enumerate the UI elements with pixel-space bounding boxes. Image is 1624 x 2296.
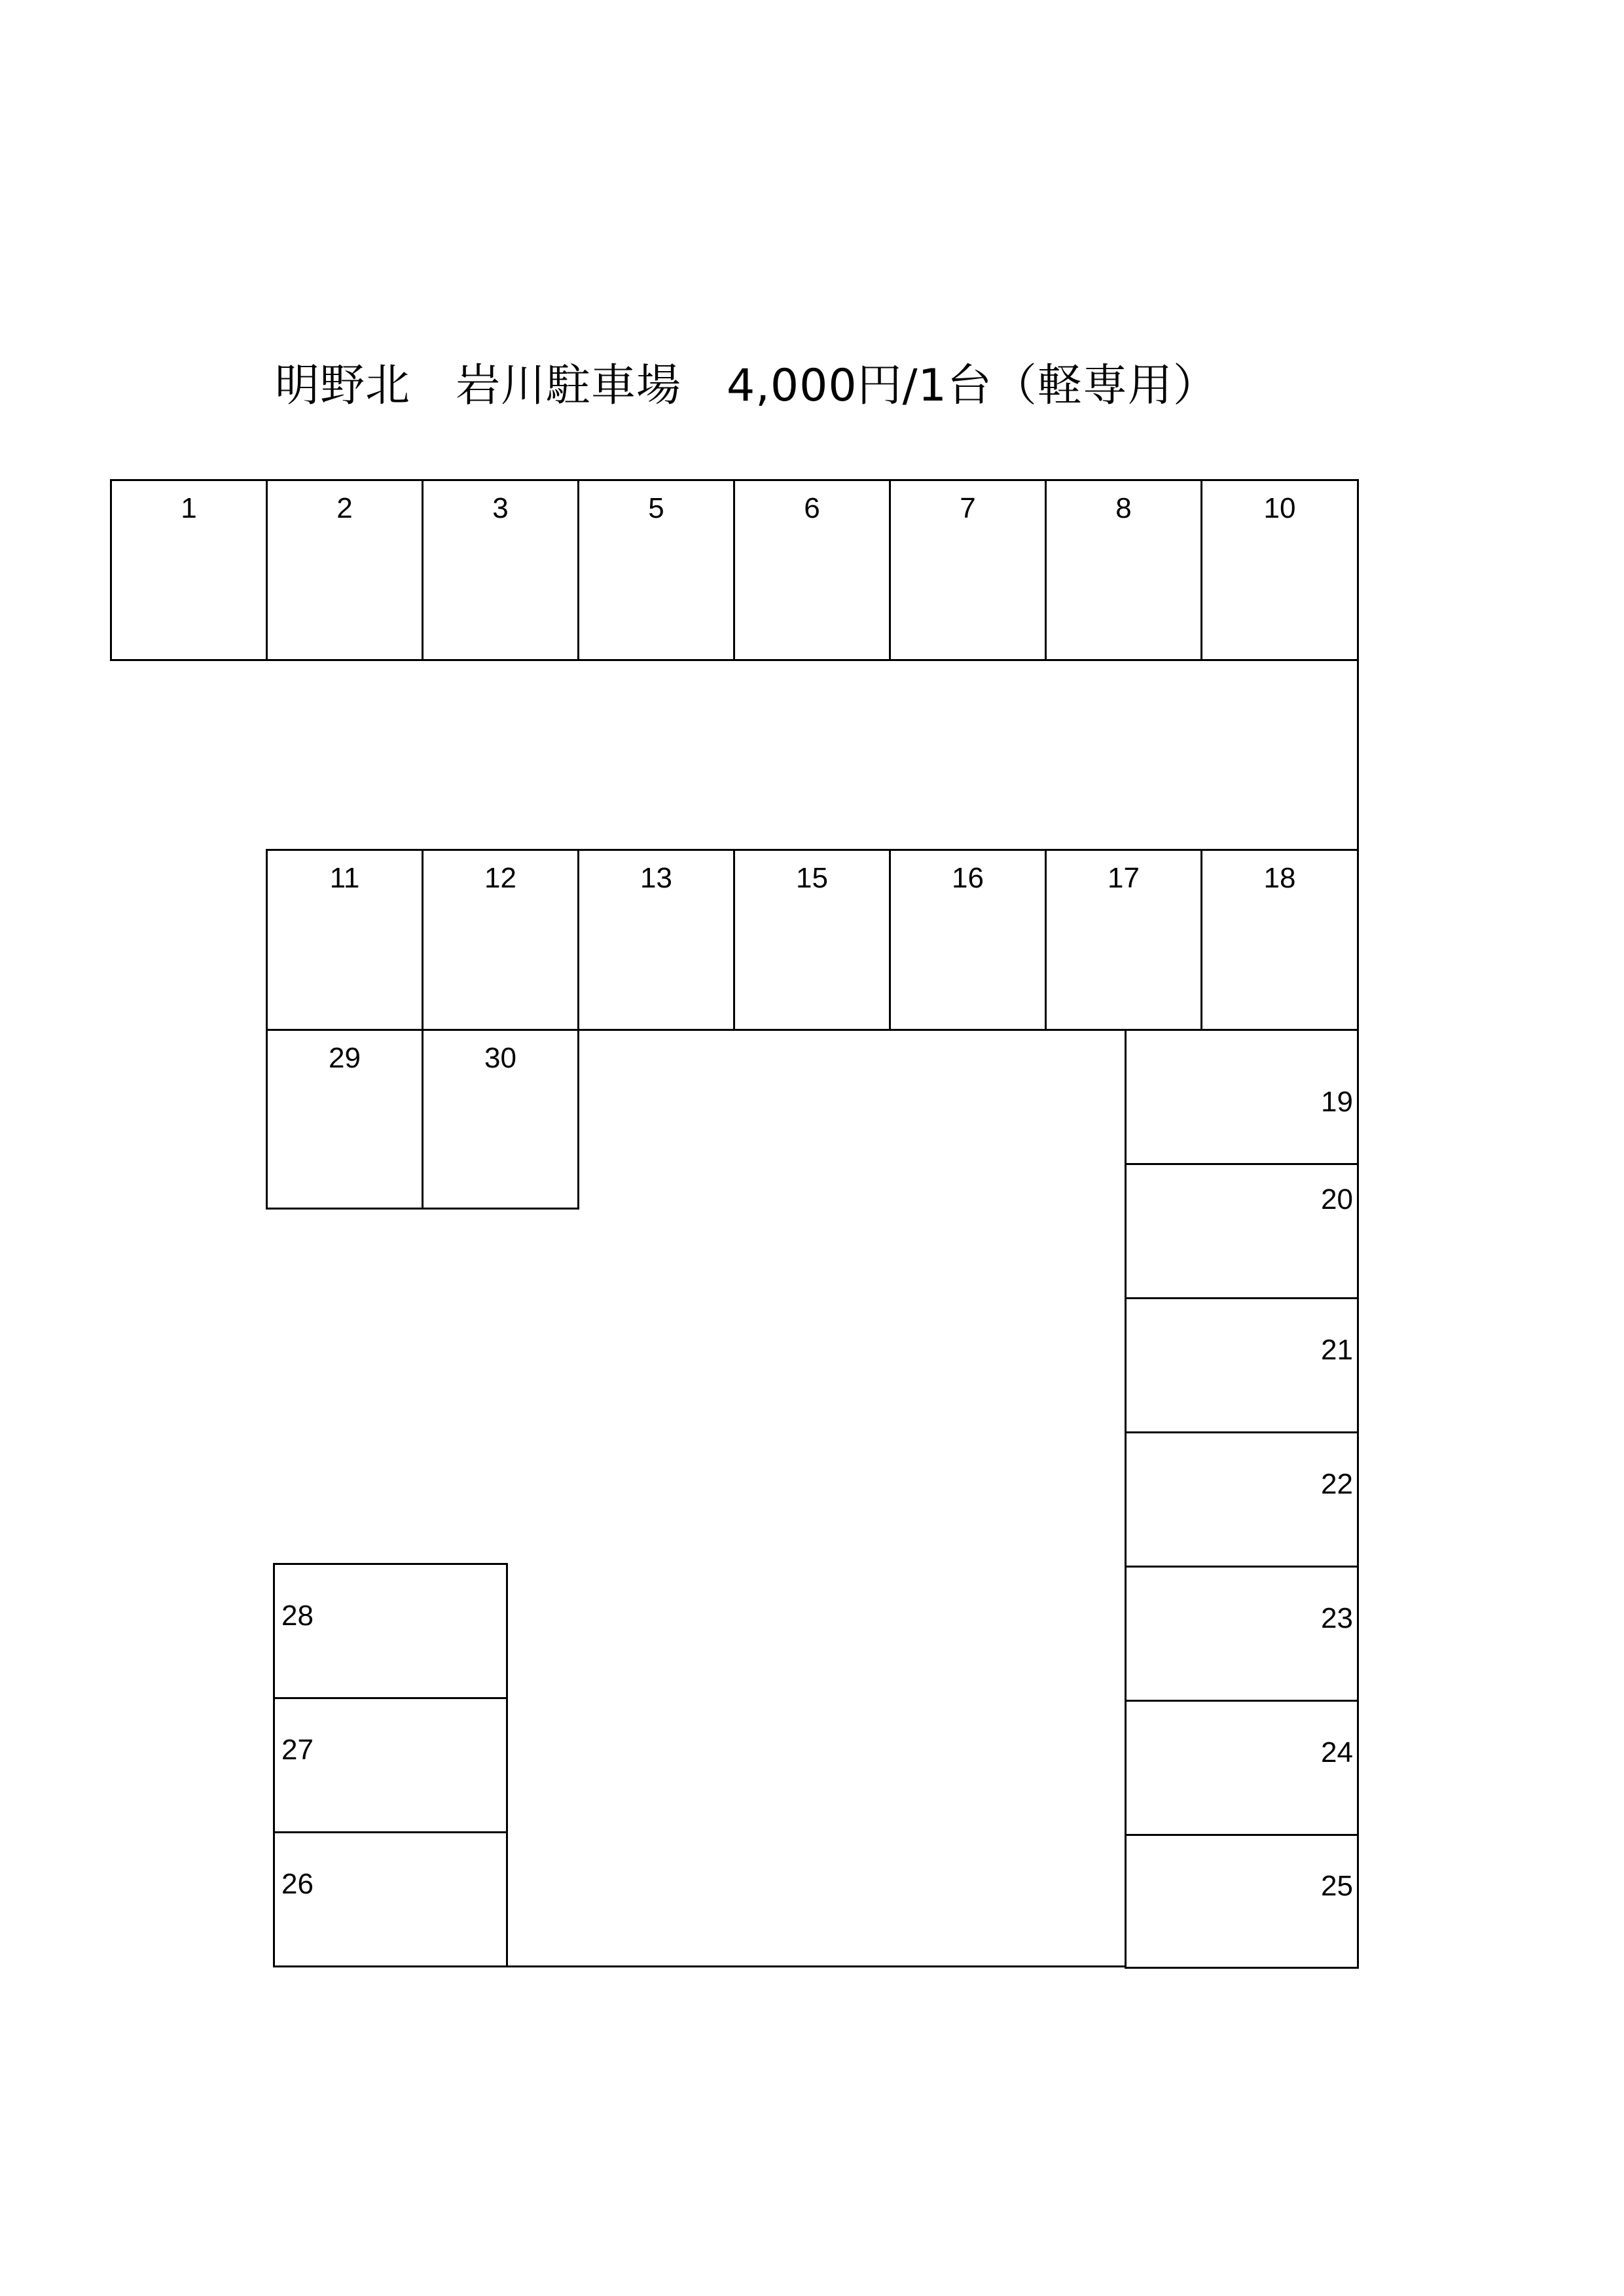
parking-slot-12	[422, 849, 579, 1031]
slot-number: 28	[281, 1600, 314, 1632]
parking-slot-19	[1125, 1029, 1359, 1165]
boundary-line	[506, 1965, 1127, 1967]
parking-slot-25	[1125, 1834, 1359, 1969]
slot-number: 23	[1321, 1602, 1353, 1634]
parking-slot-29	[266, 1029, 424, 1210]
slot-number: 3	[492, 492, 509, 524]
slot-number: 15	[796, 862, 828, 894]
parking-slot-5	[577, 479, 735, 661]
slot-number: 18	[1263, 862, 1296, 894]
slot-number: 29	[329, 1042, 361, 1074]
parking-slot-21	[1125, 1297, 1359, 1433]
slot-number: 8	[1115, 492, 1132, 524]
parking-slot-22	[1125, 1431, 1359, 1568]
page-title: 明野北 岩川駐車場 4,000円/1台（軽専用）	[275, 360, 1218, 412]
parking-slot-2	[266, 479, 424, 661]
parking-slot-7	[889, 479, 1047, 661]
slot-number: 2	[336, 492, 353, 524]
slot-number: 19	[1321, 1086, 1353, 1118]
slot-number: 22	[1321, 1468, 1353, 1500]
slot-number: 21	[1321, 1334, 1353, 1366]
slot-number: 6	[804, 492, 820, 524]
boundary-line	[1357, 659, 1359, 851]
slot-number: 24	[1321, 1736, 1353, 1768]
slot-number: 13	[640, 862, 672, 894]
parking-slot-18	[1200, 849, 1359, 1031]
slot-number: 11	[329, 862, 360, 894]
slot-number: 25	[1321, 1870, 1353, 1902]
parking-slot-20	[1125, 1163, 1359, 1299]
slot-number: 27	[281, 1734, 314, 1766]
slot-number: 1	[181, 492, 197, 524]
slot-number: 30	[484, 1042, 516, 1074]
slot-number: 17	[1108, 862, 1140, 894]
parking-slot-10	[1200, 479, 1359, 661]
slot-number: 16	[952, 862, 984, 894]
parking-slot-1	[110, 479, 268, 661]
slot-number: 26	[281, 1868, 314, 1900]
parking-slot-3	[422, 479, 579, 661]
parking-slot-27	[273, 1697, 508, 1833]
parking-slot-30	[422, 1029, 579, 1210]
parking-slot-8	[1045, 479, 1202, 661]
parking-slot-15	[733, 849, 891, 1031]
parking-slot-28	[273, 1563, 508, 1699]
slot-number: 10	[1263, 492, 1296, 524]
slot-number: 7	[960, 492, 976, 524]
parking-slot-23	[1125, 1566, 1359, 1702]
parking-slot-16	[889, 849, 1047, 1031]
slot-number: 12	[484, 862, 516, 894]
slot-number: 5	[648, 492, 664, 524]
slot-number: 20	[1321, 1183, 1353, 1215]
parking-slot-6	[733, 479, 891, 661]
parking-slot-26	[273, 1831, 508, 1967]
parking-slot-13	[577, 849, 735, 1031]
parking-slot-24	[1125, 1700, 1359, 1836]
parking-slot-17	[1045, 849, 1202, 1031]
parking-slot-11	[266, 849, 424, 1031]
